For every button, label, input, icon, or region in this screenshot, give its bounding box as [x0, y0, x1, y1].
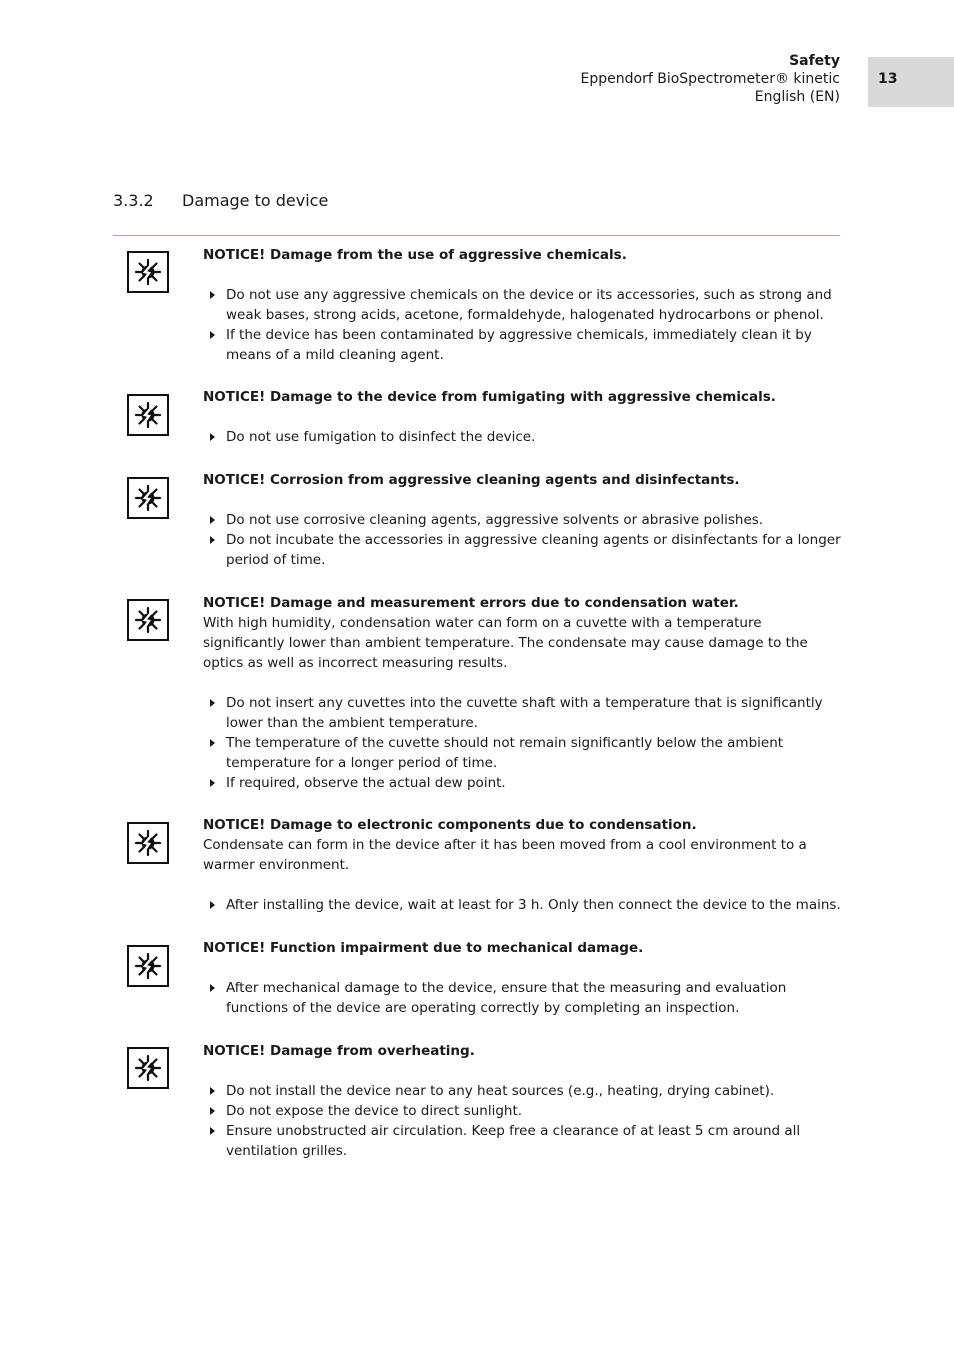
page-number: 13	[878, 71, 898, 87]
list-item: Do not incubate the accessories in aggressive cleaning agents or disinfectants for a longer period of time.	[203, 530, 843, 570]
chapter-title: Safety	[789, 53, 840, 69]
notice-text: Condensate can form in the device after it has been moved from a cool environment to a warmer environment.	[203, 837, 807, 873]
list-item: If required, observe the actual dew point.	[203, 773, 843, 793]
notice-symbol-icon	[127, 477, 169, 519]
notice-symbol-icon	[127, 394, 169, 436]
list-item: Do not insert any cuvettes into the cuvette shaft with a temperature that is significantly lower than the ambient temperature.	[203, 693, 843, 733]
notice-title: NOTICE! Damage from the use of aggressive chemicals.	[203, 247, 627, 263]
section-divider	[113, 235, 840, 236]
section-heading	[113, 191, 328, 210]
product-name: Eppendorf BioSpectrometer® kinetic	[580, 71, 840, 87]
notice-bullets	[203, 427, 843, 447]
list-item: Ensure unobstructed air circulation. Keep free a clearance of at least 5 cm around all ventilation grilles.	[203, 1121, 843, 1161]
notice-title: NOTICE! Corrosion from aggressive cleaning agents and disinfectants.	[203, 472, 740, 488]
list-item: If the device has been contaminated by aggressive chemicals, immediately clean it by means of a mild cleaning agent.	[203, 325, 843, 365]
notice-symbol-icon	[127, 251, 169, 293]
notice-text: With high humidity, condensation water can form on a cuvette with a temperature significantly lower than ambient temperature. The condensate may cause damage to the optics as well as incorrect measuring results.	[203, 615, 808, 671]
notice-title: NOTICE! Damage to electronic components due to condensation.	[203, 817, 697, 833]
notice-symbol-icon	[127, 822, 169, 864]
list-item: Do not use fumigation to disinfect the device.	[203, 427, 843, 447]
notice-corrosion	[203, 470, 843, 570]
page-number-tab	[868, 57, 954, 107]
notice-title: NOTICE! Damage from overheating.	[203, 1043, 475, 1059]
notice-bullets	[203, 1081, 843, 1161]
notice-electronic-condensation	[203, 815, 843, 915]
notice-title: NOTICE! Function impairment due to mechanical damage.	[203, 940, 644, 956]
notice-symbol-icon	[127, 945, 169, 987]
notice-bullets	[203, 895, 843, 915]
notice-overheating	[203, 1041, 843, 1161]
notice-title: NOTICE! Damage and measurement errors due to condensation water.	[203, 595, 739, 611]
document-language: English (EN)	[754, 89, 840, 105]
notice-symbol-icon	[127, 1047, 169, 1089]
list-item: The temperature of the cuvette should not remain significantly below the ambient temperature for a longer period of time.	[203, 733, 843, 773]
notice-bullets	[203, 693, 843, 793]
notice-bullets	[203, 285, 843, 365]
notice-aggressive-chemicals	[203, 245, 843, 365]
list-item: Do not install the device near to any heat sources (e.g., heating, drying cabinet).	[203, 1081, 843, 1101]
notice-fumigating	[203, 387, 843, 447]
section-number: 3.3.2	[113, 191, 154, 210]
notice-bullets	[203, 510, 843, 570]
list-item: Do not use corrosive cleaning agents, aggressive solvents or abrasive polishes.	[203, 510, 843, 530]
section-title: Damage to device	[182, 191, 329, 210]
notice-symbol-icon	[127, 599, 169, 641]
notice-bullets	[203, 978, 843, 1018]
notice-condensation-water	[203, 593, 843, 793]
list-item: Do not use any aggressive chemicals on the device or its accessories, such as strong and weak bases, strong acids, acetone, formaldehyde, halogenated hydrocarbons or phenol.	[203, 285, 843, 325]
list-item: Do not expose the device to direct sunlight.	[203, 1101, 843, 1121]
page-header	[581, 52, 840, 106]
notice-title: NOTICE! Damage to the device from fumigating with aggressive chemicals.	[203, 389, 776, 405]
list-item: After installing the device, wait at least for 3 h. Only then connect the device to the mains.	[203, 895, 843, 915]
notice-mechanical-damage	[203, 938, 843, 1018]
list-item: After mechanical damage to the device, ensure that the measuring and evaluation functions of the device are operating correctly by completing an inspection.	[203, 978, 843, 1018]
